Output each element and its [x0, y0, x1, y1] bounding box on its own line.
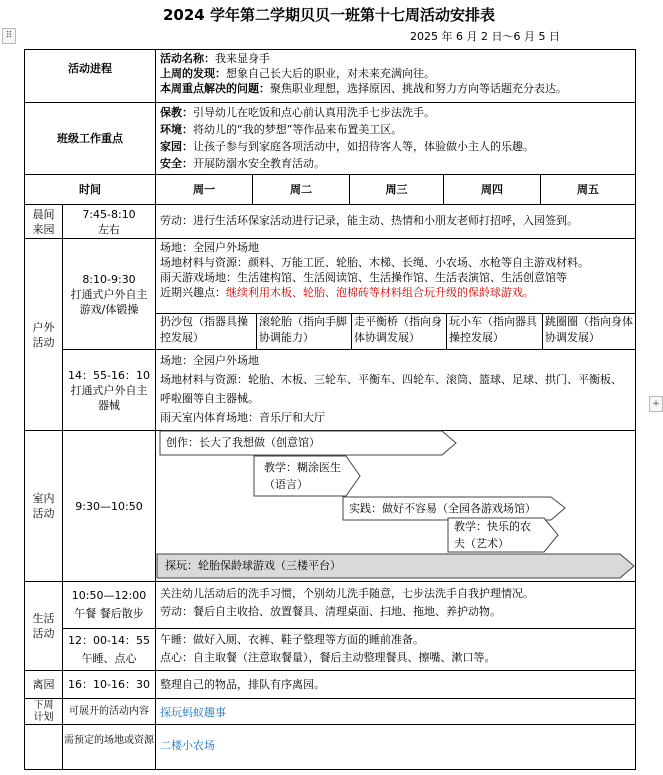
- day-header-mon: 周一: [193, 183, 215, 196]
- life-content-2: [160, 631, 634, 667]
- class-focus-content: [160, 104, 634, 172]
- leave-time: 16：10-16：30: [68, 678, 150, 691]
- indoor-label: 室内活动: [32, 492, 55, 520]
- morning-label: 晨间来园: [32, 207, 55, 236]
- outdoor-time-1: 8:10-9:30 打通式户外自主游戏/体锻操: [70, 272, 148, 316]
- outdoor1-line-materials: 场地材料与资源：颜料、万能工匠、轮胎、木梯、长绳、小农场、水枪等自主游戏材料。: [160, 256, 589, 269]
- daily-item-fri: 跳圈圈（指向身体协调发展）: [545, 315, 633, 344]
- time-header: 时间: [79, 183, 101, 196]
- daily-item-thu: 玩小车（指向器具操控发展）: [449, 315, 537, 344]
- day-header-thu: 周四: [481, 183, 503, 196]
- focus-row-home: 家园：让孩子参与到家庭各项活动中，如招待客人等，体验做小主人的乐趣。: [160, 140, 534, 153]
- leave-label: 离园: [32, 678, 55, 691]
- life1-line-labor: 劳动：餐后自主收拾、放置餐具、清理桌面、扫地、拖地、养护动物。: [160, 605, 501, 618]
- arrow-teaching-doctor: 教学：糊涂医生（语言）: [254, 456, 360, 496]
- page-title: 2024 学年第二学期贝贝一班第十七周活动安排表: [163, 6, 495, 24]
- outdoor1-line-rainy: 雨天游戏场地：生活建构馆、生活阅读馆、生活操作馆、生活表演馆、生活创意馆等: [160, 271, 567, 284]
- life-label: 生活活动: [32, 612, 55, 640]
- outdoor1-line-venue: 场地：全园户外场地: [160, 241, 259, 254]
- life-content-1: [160, 585, 634, 621]
- leave-content: 整理自己的物品，排队有序离园。: [160, 678, 325, 691]
- arrow-practice: 实践：做好不容易（全园各游戏场馆）: [343, 497, 565, 520]
- life2-line-nap: 午睡：做好入厕、衣裤、鞋子整理等方面的睡前准备。: [160, 633, 424, 646]
- arrow-teaching-farmer: 教学：快乐的农夫（艺术）: [448, 518, 558, 552]
- outdoor-label: 户外活动: [32, 320, 55, 349]
- interest-highlight: 继续利用木板、轮胎、泡棉砖等材料组合玩升级的保龄球游戏。: [226, 286, 534, 299]
- life2-line-snack: 点心：自主取餐（注意取餐量），餐后主动整理餐具、擦嘴、漱口等。: [160, 651, 496, 664]
- day-header-fri: 周五: [577, 183, 599, 196]
- arrow-explore: 探玩：轮胎保龄球游戏（三楼平台）: [157, 554, 634, 578]
- next-week-key-content: 可展开的活动内容: [69, 706, 149, 717]
- class-focus-label: 班级工作重点: [57, 132, 123, 145]
- outdoor-time-2: 14：55-16：10 打通式户外自主器械: [68, 368, 150, 412]
- last-week-row: 上周的发现：想象自己长大后的职业，对未来充满向往。: [160, 67, 435, 80]
- daily-item-wed: 走平衡桥（指向身体协调发展）: [354, 315, 442, 344]
- next-week-resource-value: 二楼小农场: [160, 739, 215, 752]
- outdoor2-line-venue: 场地：全园户外场地: [160, 354, 259, 367]
- focus-row-safety: 安全：开展防溺水安全教育活动。: [160, 157, 325, 170]
- morning-content: 劳动：进行生活环保家活动进行记录，能主动、热情和小朋友老师打招呼，入园签到。: [160, 214, 578, 227]
- daily-item-tue: 滚轮胎（指向手脚协调能力）: [259, 315, 347, 344]
- indoor-time: 9:30—10:50: [75, 499, 143, 513]
- add-column-handle[interactable]: +: [649, 396, 663, 412]
- activity-name-row: 活动名称：我来显身手: [160, 52, 270, 65]
- progress-content: [160, 51, 634, 96]
- day-header-tue: 周二: [290, 183, 312, 196]
- arrow-creation: 创作：长大了我想做（创意馆）: [160, 431, 456, 455]
- table-move-handle[interactable]: ⠿: [2, 28, 16, 44]
- progress-label: 活动进程: [68, 61, 112, 75]
- daily-item-mon: 扔沙包（指器具操控发展）: [160, 315, 248, 344]
- outdoor-content-2: [160, 351, 632, 427]
- focus-problem-row: 本周重点解决的问题：聚焦职业理想，选择原因、挑战和努力方向等话题充分表达。: [160, 82, 567, 95]
- outdoor-content-1: [160, 240, 634, 300]
- life1-line-handwash: 关注幼儿活动后的洗手习惯，个别幼儿洗手随意，七步法洗手自我护理情况。: [160, 587, 534, 600]
- outdoor2-line-rainy: 雨天室内体育场地：音乐厅和大厅: [160, 411, 325, 424]
- morning-time: 7:45-8:10 左右: [82, 207, 136, 236]
- outdoor1-line-interest: 近期兴趣点：继续利用木板、轮胎、泡棉砖等材料组合玩升级的保龄球游戏。: [160, 286, 534, 299]
- focus-row-care: 保教：引导幼儿在吃饭和点心前认真用洗手七步法洗手。: [160, 106, 435, 119]
- life-time-2: 12：00-14：55 午睡、点心: [68, 633, 150, 665]
- outdoor2-line-materials: 场地材料与资源：轮胎、木板、三轮车、平衡车、四轮车、滚筒、篮球、足球、拱门、平衡板、呼啦圈等自主器械。: [160, 373, 622, 405]
- focus-row-environment: 环境：将幼儿的“我的梦想”等作品来布置美工区。: [160, 123, 403, 136]
- next-week-label: 下周计划: [33, 700, 54, 723]
- day-header-wed: 周三: [385, 183, 408, 196]
- next-week-content-value: 探玩蚂蚁趣事: [160, 706, 226, 719]
- next-week-key-resource: 需预定的场地或资源: [64, 734, 154, 746]
- date-range: 2025 年 6 月 2 日～6 月 5 日: [410, 30, 560, 43]
- life-time-1: 10:50—12:00 午餐 餐后散步: [71, 589, 147, 620]
